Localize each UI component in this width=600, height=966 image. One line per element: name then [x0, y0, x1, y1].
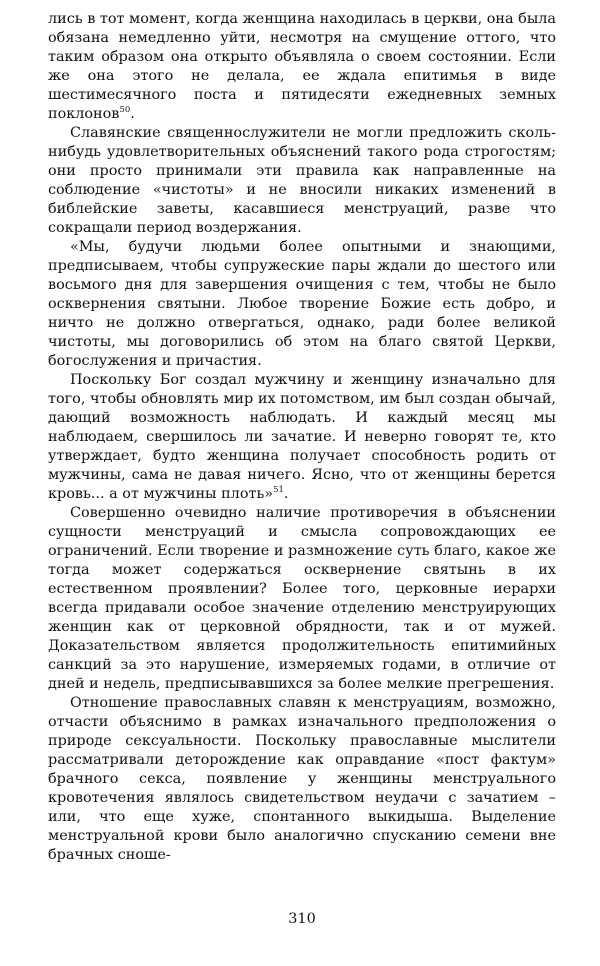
paragraph-5-text: Совершенно очевидно наличие противоречия в объяснении сущности менструаций и смысла сопровождающих ее ограничений. Если творение и размножение суть благо, какое же тогда может содержаться осквернение святынь в их естественном проявлении? Более того, церковные иерархи всегда придавали особое значение отделению менструирующих женщин как от церковной обрядности, так и от мужей. Доказательством является продолжительность епитимийных санкций за это нарушение, измеряемых годами, в отличие от дней и недель, предписывавшихся за более мелкие прегрешения. [48, 505, 556, 692]
paragraph-4 [48, 371, 556, 504]
book-page [48, 10, 556, 940]
paragraph-3-text: «Мы, будучи людьми более опытными и знающими, предписываем, чтобы супружеские пары ждали до шестого или восьмого дня для завершения очищения с тем, чтобы не было осквернения святыни. Любое творение Божие есть добро, и ничто не должно отвергаться, однако, ради более великой чистоты, мы договорились об этом на благо святой Церкви, богослужения и причастия. [48, 239, 556, 369]
paragraph-1-tail: . [130, 106, 135, 122]
paragraph-6-text: Отношение православных славян к менструациям, возможно, отчасти объяснимо в рамках изначального предположения о природе сексуальности. Поскольку православные мыслители рассматривали деторождение как оправдание «пост фактум» брачного секса, появление у женщины менструального кровотечения являлось свидетельством неудачи с зачатием – или, что еще хуже, спонтанного выкидыша. Выделение менструальной крови было аналогично спусканию семени вне брачных сноше- [48, 695, 556, 863]
paragraph-4-tail: . [283, 486, 289, 502]
paragraph-1 [48, 10, 556, 124]
paragraph-4-text: Поскольку Бог создал мужчину и женщину изначально для того, чтобы обновлять мир их потомством, им был создан обычай, дающий возможность наблюдать. И каждый месяц мы наблюдаем, свершилось ли зачатие. И неверно говорят те, кто утверждает, будто женщина получает способность родить от мужчины, сама не давая ничего. Ясно, что от женщины берется кровь... а от мужчины плоть» [48, 372, 556, 502]
footnote-ref-51: 51 [273, 485, 284, 495]
paragraph-3 [48, 238, 556, 371]
paragraph-6 [48, 694, 556, 865]
paragraph-5 [48, 504, 556, 694]
paragraph-2-text: Славянские священнослужители не могли предложить сколь-нибудь удовлетворительных объяснений такого рода строгостям; они просто принимали эти правила как направленные на соблюдение «чистоты» и не вносили никаких изменений в библейские заветы, касавшиеся менструаций, разве что сокращали период воздержания. [48, 125, 556, 236]
page-number: 310 [288, 911, 316, 927]
paragraph-1-text: лись в тот момент, когда женщина находилась в церкви, она была обязана немедленно уйти, несмотря на смущение оттого, что таким образом она открыто объявляла о своем состоянии. Если же она этого не делала, ее ждала епитимья в виде шестимесячного поста и пятидесяти ежедневных земных поклонов [48, 11, 556, 122]
paragraph-2 [48, 124, 556, 238]
footnote-ref-50: 50 [119, 105, 131, 115]
